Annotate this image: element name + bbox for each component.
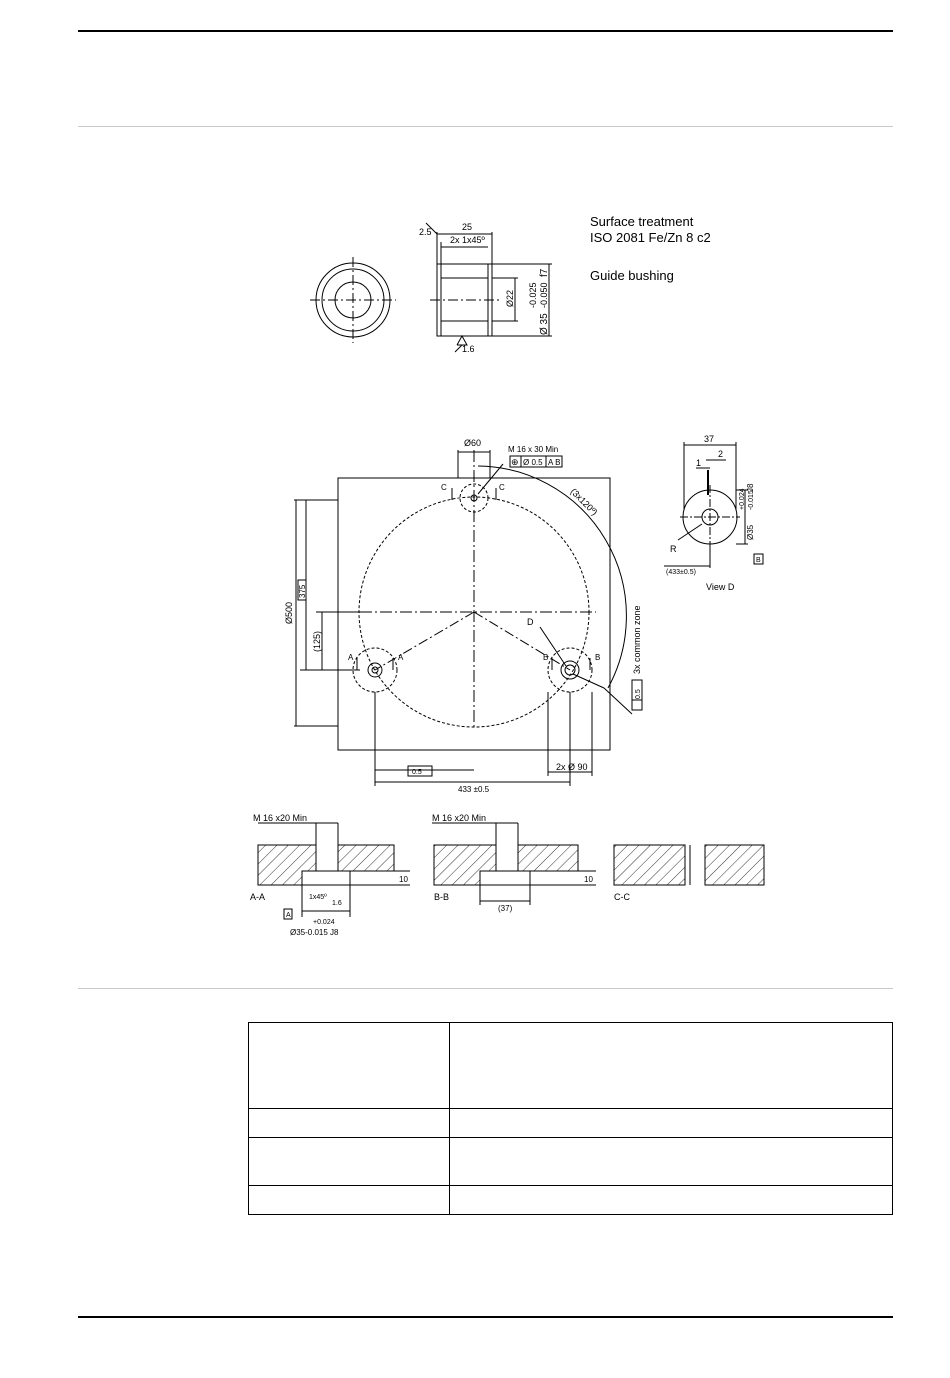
- plate-label-c-left: C: [441, 483, 447, 492]
- view-d-d35: Ø35: [746, 524, 755, 540]
- guide-bushing-note: Guide bushing: [590, 268, 674, 283]
- plate-d500: Ø500: [284, 601, 294, 624]
- plate-fcf-symbol: ⊕: [511, 457, 519, 467]
- plate-d60: Ø60: [464, 438, 482, 448]
- section-rule-top: [78, 126, 893, 127]
- table-row: [249, 1023, 893, 1109]
- table-row: [249, 1138, 893, 1186]
- bb-thread: M 16 x20 Min: [432, 813, 487, 823]
- table-cell: [450, 1138, 893, 1186]
- plate-dim125: (125): [312, 630, 322, 652]
- plate-label-c-right: C: [499, 483, 505, 492]
- bushing-chamfer: 2x 1x45º: [450, 235, 485, 245]
- bushing-dim-2-5: 2.5: [419, 227, 432, 237]
- section-rule-bottom: [78, 988, 893, 989]
- view-d-dim1: 1: [696, 458, 702, 468]
- table-cell: [450, 1186, 893, 1215]
- surface-treatment-note: Surface treatment: [590, 214, 694, 229]
- header-rule: [78, 30, 893, 32]
- view-d-caption: View D: [706, 582, 735, 592]
- view-d-datum: B: [756, 557, 761, 564]
- table-row: [249, 1109, 893, 1138]
- plate-flat-tol: 0.5: [635, 689, 642, 699]
- view-d-r: R: [670, 544, 677, 554]
- plate-box375: 375: [298, 584, 307, 598]
- plate-fcf-tol: Ø 0.5: [523, 458, 543, 467]
- view-d-tol: +0.024: [739, 488, 746, 510]
- sections-drawing: [0, 805, 950, 945]
- aa-dia: Ø35-0.015 J8: [290, 928, 339, 937]
- aa-datum: A: [286, 912, 291, 919]
- bushing-d35: Ø 35: [539, 313, 550, 335]
- aa-label: A-A: [250, 892, 266, 902]
- plate-label-a-left: A: [348, 653, 354, 662]
- view-d-dim37: 37: [704, 434, 715, 444]
- aa-thread: M 16 x20 Min: [253, 813, 308, 823]
- table-cell: [450, 1023, 893, 1109]
- bushing-fit: f7: [539, 268, 550, 277]
- section-cc: [614, 845, 764, 885]
- plate-label-d: D: [527, 617, 534, 627]
- view-d-fit: J8: [746, 483, 755, 492]
- table-cell: [450, 1109, 893, 1138]
- plate-two-d90: 2x Ø 90: [556, 762, 588, 772]
- view-d-dim2: 2: [718, 449, 724, 459]
- aa-chamfer: 1x45º: [309, 894, 327, 901]
- plate-par-tol: 0.5: [412, 769, 422, 776]
- plate-label-a-right: A: [398, 653, 404, 662]
- iso-note: ISO 2081 Fe/Zn 8 c2: [590, 230, 711, 245]
- view-d-tol2: -0.015: [748, 490, 755, 510]
- bb-label: B-B: [434, 892, 450, 902]
- plate-label-b-left: B: [543, 653, 549, 662]
- plate-dim433: 433 ±0.5: [458, 785, 490, 794]
- table-cell: [249, 1138, 450, 1186]
- cc-label: C-C: [614, 892, 630, 902]
- bushing-dim-25: 25: [462, 222, 473, 232]
- view-d-drawing: [650, 430, 830, 600]
- bb-ten: 10: [584, 875, 593, 884]
- bushing-tol-upper: -0.025: [528, 282, 538, 308]
- aa-rough: 1.6: [332, 900, 342, 907]
- spec-table: [248, 1022, 893, 1215]
- plate-common-zone: 3x common zone: [632, 605, 642, 674]
- bushing-d22: Ø22: [505, 289, 515, 307]
- plate-label-b-right: B: [595, 653, 601, 662]
- table-cell: [249, 1109, 450, 1138]
- footer-rule: [78, 1316, 893, 1318]
- plate-thread: M 16 x 30 Min: [508, 445, 559, 454]
- aa-tol: +0.024: [313, 919, 335, 926]
- table-cell: [249, 1186, 450, 1215]
- bushing-roughness: 1.6: [462, 344, 475, 354]
- table-row: [249, 1186, 893, 1215]
- plate-fcf-datum: A B: [548, 458, 561, 467]
- table-cell: [249, 1023, 450, 1109]
- bb-dim: (37): [498, 904, 513, 913]
- view-d-pos: (433±0.5): [666, 569, 696, 576]
- plate-angle: (3x120º): [568, 486, 600, 518]
- aa-ten: 10: [399, 875, 408, 884]
- bushing-tol-lower: -0.050: [539, 282, 549, 308]
